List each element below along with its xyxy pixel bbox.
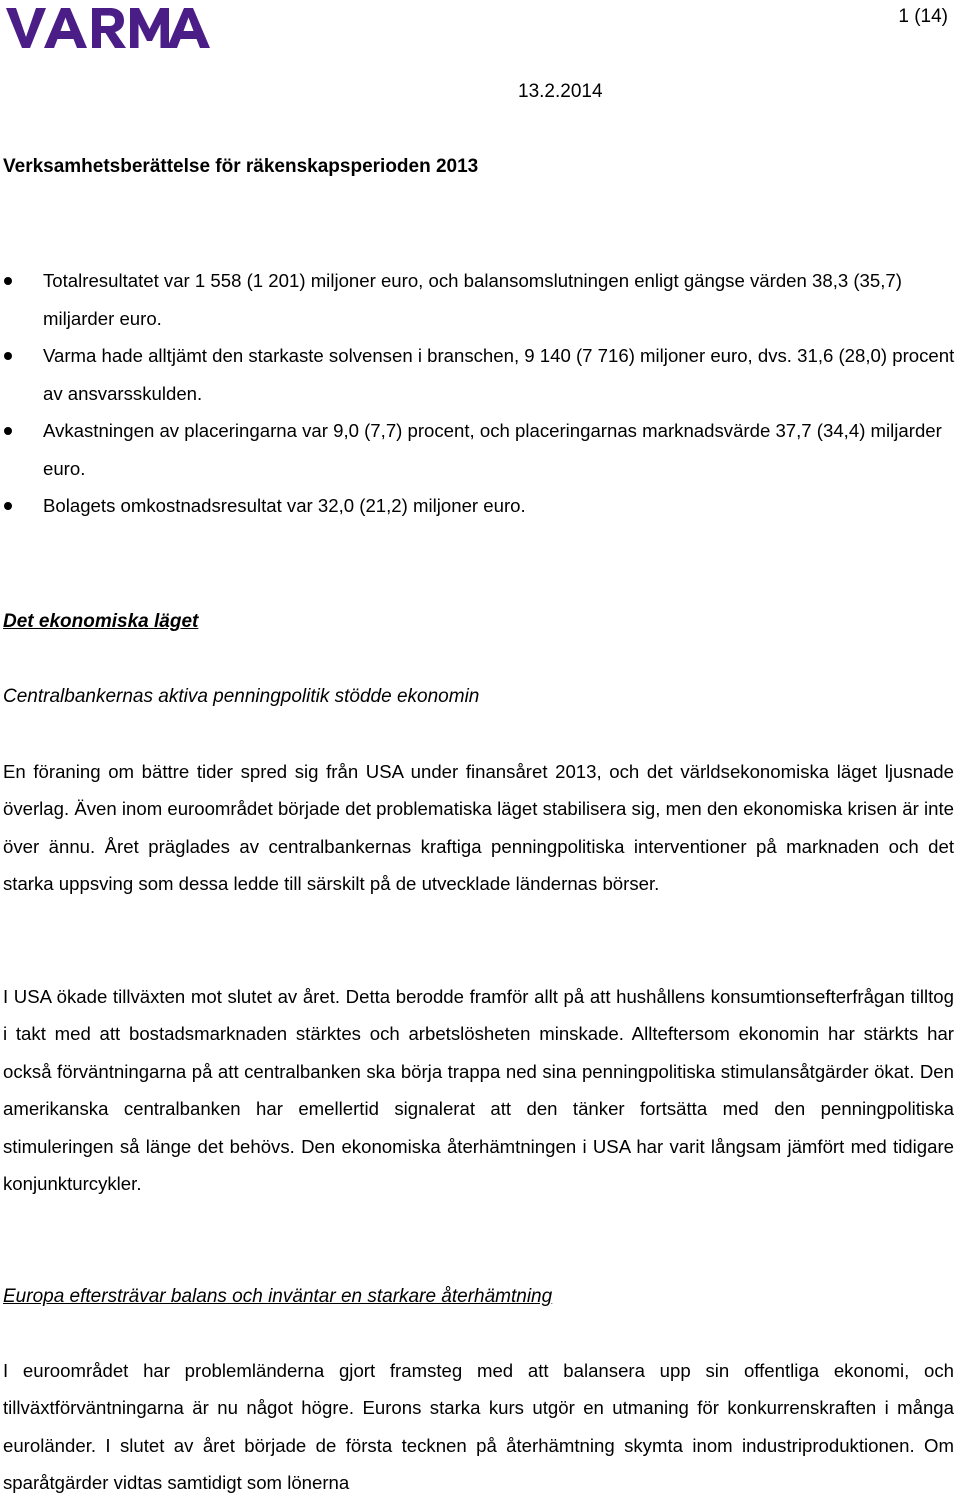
list-item-text: Avkastningen av placeringarna var 9,0 (7,7) procent, och placeringarnas marknadsvärde 37,7 (34,4) miljarder euro. bbox=[43, 420, 942, 479]
document-date: 13.2.2014 bbox=[518, 81, 603, 102]
bullet-icon bbox=[4, 352, 12, 360]
paragraph-overview: En föraning om bättre tider spred sig från USA under finansåret 2013, och det världsekonomiska läget ljusnade överlag. Även inom euroområdet började det problematiska läget stabilisera sig, men den ekonomiska krisen är inte över ännu. Året präglades av centralbankernas kraftiga penningpolitiska interventioner på marknaden och det starka uppsving som dessa ledde till särskilt på de utvecklade ländernas börser. bbox=[3, 761, 954, 895]
page-number: 1 (14) bbox=[898, 6, 948, 27]
varma-logo-wordmark bbox=[6, 5, 210, 49]
paragraph-eurozone: I euroområdet har problemländerna gjort framsteg med att balansera upp sin offentliga ekonomi, och tillväxtförväntningarna är nu något högre. Eurons starka kurs utgör en utmaning för konkurrenskraften i många euroländer. I slutet av året började de första tecknen på återhämtning skymta inom industriproduktionen. Om sparåtgärder vidtas samtidigt som lönerna bbox=[3, 1360, 954, 1494]
bullet-icon bbox=[4, 277, 12, 285]
list-item bbox=[0, 262, 960, 337]
paragraph-usa: I USA ökade tillväxten mot slutet av året. Detta berodde framför allt på att hushållens konsumtionsefterfrågan tilltog i takt med att bostadsmarknaden stärktes och arbetslösheten minskade. Allteftersom ekonomin har stärkts har också förväntningarna på att centralbanken ska börja trappa ned sina penningpolitiska stimulansåtgärder ökat. Den amerikanska centralbanken har emellertid signalerat att den tänker fortsätta med den penningpolitiska stimuleringen så länge det behövs. Den ekonomiska återhämtningen i USA har varit långsam jämfört med tidigare konjunkturcykler. bbox=[3, 986, 954, 1195]
list-item bbox=[0, 487, 960, 525]
list-item-text: Bolagets omkostnadsresultat var 32,0 (21,2) miljoner euro. bbox=[43, 495, 526, 516]
highlights-list bbox=[0, 262, 960, 525]
list-item-text: Varma hade alltjämt den starkaste solvensen i branschen, 9 140 (7 716) miljoner euro, dvs. 31,6 (28,0) procent av ansvarsskulden. bbox=[43, 345, 955, 404]
document-title: Verksamhetsberättelse för räkenskapsperioden 2013 bbox=[3, 156, 479, 177]
list-item bbox=[0, 412, 960, 487]
list-item bbox=[0, 337, 960, 412]
subheading-europe: Europa eftersträvar balans och inväntar en starkare återhämtning bbox=[3, 1286, 553, 1307]
bullet-icon bbox=[4, 502, 12, 510]
subheading-centralbanks: Centralbankernas aktiva penningpolitik stödde ekonomin bbox=[3, 686, 480, 707]
bullet-icon bbox=[4, 427, 12, 435]
section-heading: Det ekonomiska läget bbox=[3, 611, 199, 632]
list-item-text: Totalresultatet var 1 558 (1 201) miljoner euro, och balansomslutningen enligt gängse värden 38,3 (35,7) miljarder euro. bbox=[43, 270, 902, 329]
varma-logo bbox=[6, 5, 210, 49]
